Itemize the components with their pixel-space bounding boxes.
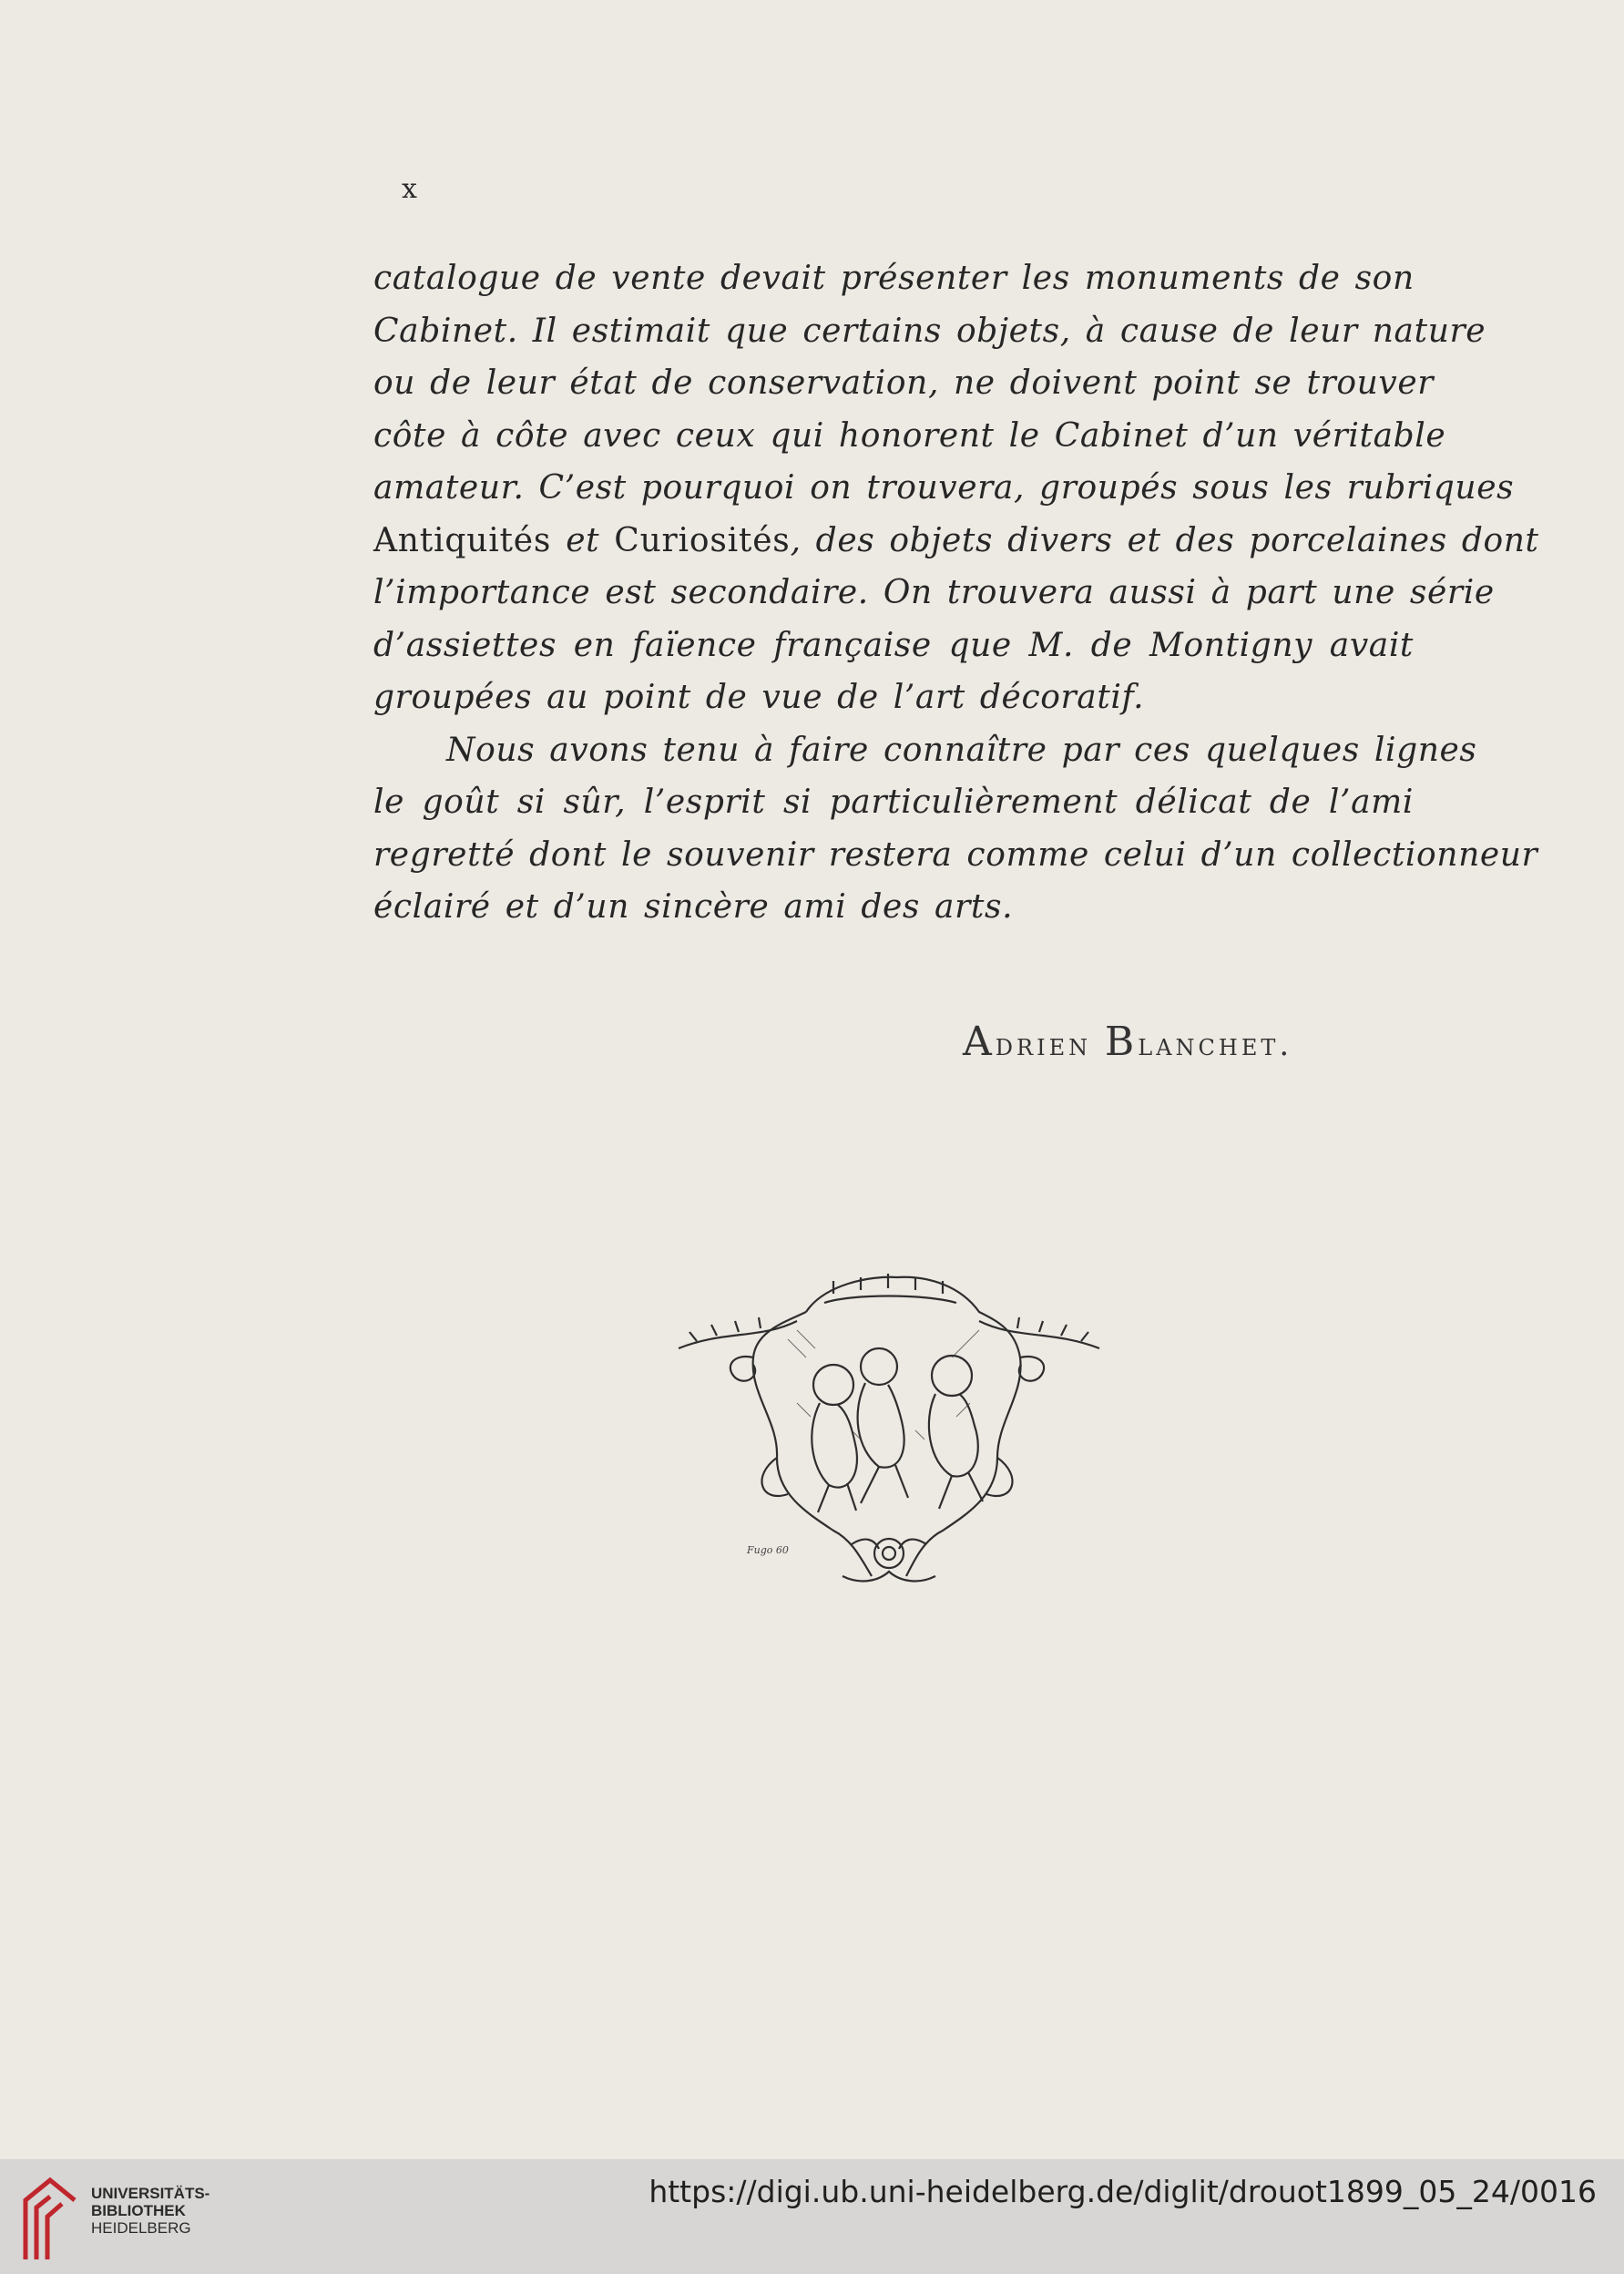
author-signature: Adrien Blanchet. <box>963 1019 1293 1065</box>
logo-line-1: UNIVERSITÄTS- <box>91 2185 210 2202</box>
text-line: amateur. C’est pourquoi on trouvera, groupés sous les rubriques <box>373 469 1515 507</box>
permalink-url[interactable]: https://digi.ub.uni-heidelberg.de/diglit/drouot1899_05_24/0016 <box>649 2174 1597 2209</box>
logo-line-3: HEIDELBERG <box>91 2219 191 2237</box>
text-line: d’assiettes en faïence française que M. de Montigny avait <box>373 626 1414 664</box>
rubric-curiosites: Curiosités <box>614 521 791 559</box>
text-line: le goût si sûr, l’esprit si particulièrement délicat de l’ami <box>373 784 1414 821</box>
rubric-antiquites: Antiquités <box>373 521 552 559</box>
text-line: côte à côte avec ceux qui honorent le Cabinet d’un véritable <box>373 416 1446 455</box>
text-fragment: , des objets divers et des porcelaines dont <box>790 521 1539 559</box>
text-line: Cabinet. Il estimait que certains objets, à cause de leur nature <box>373 312 1486 350</box>
text-fragment: et <box>551 521 615 559</box>
text-line: regretté dont le souvenir restera comme celui d’un collectionneur <box>373 835 1538 874</box>
text-line: Nous avons tenu à faire connaître par ces quelques lignes <box>446 731 1477 769</box>
text-line: l’importance est secondaire. On trouvera aussi à part une série <box>373 574 1495 611</box>
library-logo-text <box>91 2185 209 2237</box>
logo-line-2: BIBLIOTHEK <box>91 2202 186 2219</box>
page-number: x <box>402 173 417 205</box>
cherub-cartouche-ornament-icon <box>669 1266 1108 1594</box>
text-line: catalogue de vente devait présenter les monuments de son <box>373 260 1415 297</box>
body-text <box>373 252 1539 934</box>
text-line: ou de leur état de conservation, ne doivent point se trouver <box>373 364 1435 402</box>
library-logo-icon <box>18 2173 82 2264</box>
text-line: groupées au point de vue de l’art décoratif. <box>373 679 1145 716</box>
text-line <box>373 515 1539 568</box>
engraver-mark: Fugo 60 <box>747 1544 789 1556</box>
text-line: éclairé et d’un sincère ami des arts. <box>373 888 1014 926</box>
